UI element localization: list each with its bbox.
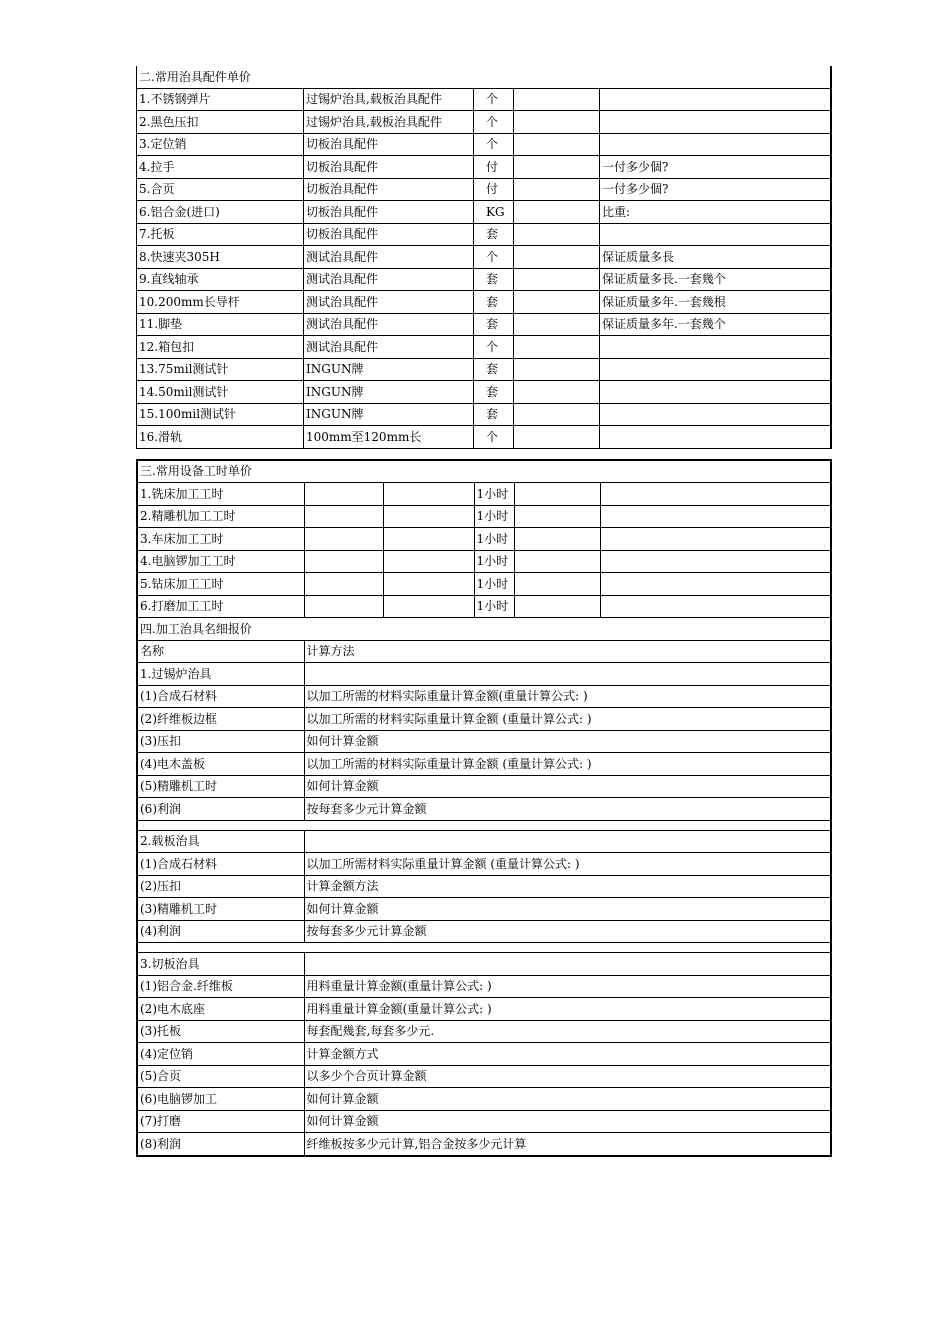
detail-row <box>137 998 831 1021</box>
detail-name: (3)托板 <box>137 1020 304 1043</box>
accessory-row <box>137 133 831 156</box>
item-usage: 切板治具配件 <box>304 223 474 246</box>
detail-name: (2)纤维板边框 <box>137 708 304 731</box>
detail-name: (5)合页 <box>137 1065 304 1088</box>
item-name: 5.合页 <box>137 178 304 201</box>
group-title-blank <box>304 830 831 853</box>
labor-note <box>600 573 831 596</box>
detail-row <box>137 685 831 708</box>
item-usage: INGUN牌 <box>304 403 474 426</box>
accessory-row <box>137 426 831 449</box>
detail-name: (8)利润 <box>137 1133 304 1156</box>
item-note <box>600 403 831 426</box>
detail-name: (7)打磨 <box>137 1110 304 1133</box>
detail-method: 以加工所需的材料实际重量计算金额 (重量计算公式: ) <box>304 753 831 776</box>
labor-price <box>514 483 600 506</box>
labor-blank-2 <box>383 573 474 596</box>
detail-name: (2)电木底座 <box>137 998 304 1021</box>
detail-row <box>137 1088 831 1111</box>
labor-unit: 1小时 <box>474 483 514 506</box>
item-usage: 测试治具配件 <box>304 246 474 269</box>
item-unit: 付 <box>474 156 514 179</box>
spacer-row <box>137 943 831 953</box>
detail-method: 如何计算金额 <box>304 898 831 921</box>
labor-name: 3.车床加工工时 <box>137 528 304 551</box>
item-price <box>514 403 600 426</box>
labor-blank-2 <box>383 505 474 528</box>
item-note: 保证质量多年.一套幾根 <box>600 291 831 314</box>
item-price <box>514 291 600 314</box>
item-note: 保证质量多長 <box>600 246 831 269</box>
item-name: 16.滑轨 <box>137 426 304 449</box>
item-note: 保证质量多年.一套幾个 <box>600 313 831 336</box>
accessory-row <box>137 178 831 201</box>
group-title: 3.切板治具 <box>137 953 304 976</box>
column-header-method: 计算方法 <box>304 640 831 663</box>
detail-name: (6)电脑锣加工 <box>137 1088 304 1111</box>
labor-price <box>514 595 600 618</box>
spacer-cell <box>137 820 831 830</box>
accessory-row <box>137 246 831 269</box>
item-note: 一付多少個? <box>600 156 831 179</box>
item-unit: 套 <box>474 381 514 404</box>
item-unit: 套 <box>474 291 514 314</box>
detail-name: (1)合成石材料 <box>137 853 304 876</box>
item-usage: 测试治具配件 <box>304 336 474 359</box>
labor-name: 2.精雕机加工工时 <box>137 505 304 528</box>
item-unit: 个 <box>474 111 514 134</box>
detail-name: (3)精雕机工时 <box>137 898 304 921</box>
labor-name: 6.打磨加工工时 <box>137 595 304 618</box>
accessory-row <box>137 403 831 426</box>
section2-title: 二.常用治具配件单价 <box>137 66 831 88</box>
labor-note <box>600 550 831 573</box>
detail-name: (1)合成石材料 <box>137 685 304 708</box>
item-price <box>514 133 600 156</box>
detail-row <box>137 875 831 898</box>
item-price <box>514 201 600 224</box>
detail-name: (2)压扣 <box>137 875 304 898</box>
labor-blank-2 <box>383 595 474 618</box>
item-price <box>514 358 600 381</box>
section4-header-row <box>137 640 831 663</box>
accessory-row <box>137 223 831 246</box>
detail-method: 计算金额方法 <box>304 875 831 898</box>
item-name: 11.脚垫 <box>137 313 304 336</box>
group-title: 1.过锡炉治具 <box>137 663 304 686</box>
item-unit: 套 <box>474 358 514 381</box>
detail-row <box>137 975 831 998</box>
item-price <box>514 223 600 246</box>
detail-name: (1)铝合金.纤维板 <box>137 975 304 998</box>
detail-name: (4)定位销 <box>137 1043 304 1066</box>
accessory-row <box>137 88 831 111</box>
labor-price <box>514 505 600 528</box>
labor-unit: 1小时 <box>474 528 514 551</box>
accessory-row <box>137 156 831 179</box>
detail-name: (4)电木盖板 <box>137 753 304 776</box>
group-title-blank <box>304 953 831 976</box>
item-name: 6.铝合金(进口) <box>137 201 304 224</box>
item-unit: 个 <box>474 336 514 359</box>
item-note: 比重: <box>600 201 831 224</box>
detail-method: 纤维板按多少元计算,铝合金按多少元计算 <box>304 1133 831 1156</box>
item-price <box>514 111 600 134</box>
labor-blank-1 <box>304 595 383 618</box>
item-name: 2.黑色压扣 <box>137 111 304 134</box>
detail-row <box>137 898 831 921</box>
detail-method: 如何计算金额 <box>304 775 831 798</box>
labor-blank-1 <box>304 550 383 573</box>
item-usage: 测试治具配件 <box>304 291 474 314</box>
labor-name: 4.电脑锣加工工时 <box>137 550 304 573</box>
item-unit: 套 <box>474 268 514 291</box>
item-usage: 过锡炉治具,载板治具配件 <box>304 111 474 134</box>
detail-method: 按每套多少元计算金额 <box>304 920 831 943</box>
section4-title-row <box>137 618 831 641</box>
detail-name: (6)利润 <box>137 798 304 821</box>
quotation-sheet <box>136 66 830 1157</box>
detail-row <box>137 1043 831 1066</box>
item-unit: 个 <box>474 133 514 156</box>
item-usage: 切板治具配件 <box>304 133 474 156</box>
item-unit: KG <box>474 201 514 224</box>
detail-row <box>137 708 831 731</box>
detail-row <box>137 920 831 943</box>
item-name: 7.托板 <box>137 223 304 246</box>
labor-price <box>514 573 600 596</box>
item-name: 10.200mm长导杆 <box>137 291 304 314</box>
labor-name: 1.铣床加工工时 <box>137 483 304 506</box>
item-name: 8.快速夹305H <box>137 246 304 269</box>
detail-method: 用料重量计算金额(重量计算公式: ) <box>304 998 831 1021</box>
labor-row <box>137 483 831 506</box>
group-title-row <box>137 953 831 976</box>
item-usage: 100mm至120mm长 <box>304 426 474 449</box>
column-header-name: 名称 <box>137 640 304 663</box>
item-name: 1.不锈钢弹片 <box>137 88 304 111</box>
detail-name: (5)精雕机工时 <box>137 775 304 798</box>
labor-row <box>137 528 831 551</box>
item-unit: 套 <box>474 403 514 426</box>
labor-row <box>137 595 831 618</box>
detail-name: (4)利润 <box>137 920 304 943</box>
item-name: 12.箱包扣 <box>137 336 304 359</box>
item-unit: 付 <box>474 178 514 201</box>
item-name: 14.50mil测试针 <box>137 381 304 404</box>
detail-row <box>137 1065 831 1088</box>
labor-price <box>514 550 600 573</box>
detail-row <box>137 1020 831 1043</box>
item-name: 15.100mil测试针 <box>137 403 304 426</box>
item-name: 9.直线轴承 <box>137 268 304 291</box>
spacer-row <box>137 820 831 830</box>
group-title: 2.载板治具 <box>137 830 304 853</box>
item-unit: 个 <box>474 246 514 269</box>
item-price <box>514 313 600 336</box>
detail-method: 以加工所需的材料实际重量计算金额 (重量计算公式: ) <box>304 708 831 731</box>
labor-blank-2 <box>383 528 474 551</box>
detail-row <box>137 730 831 753</box>
item-usage: 切板治具配件 <box>304 156 474 179</box>
detail-method: 用料重量计算金额(重量计算公式: ) <box>304 975 831 998</box>
item-usage: 过锡炉治具,载板治具配件 <box>304 88 474 111</box>
accessory-row <box>137 111 831 134</box>
section4-title: 四.加工治具名细报价 <box>137 618 831 641</box>
item-note <box>600 133 831 156</box>
accessory-price-table <box>136 66 832 449</box>
accessory-row <box>137 336 831 359</box>
spacer-cell <box>137 943 831 953</box>
item-name: 4.拉手 <box>137 156 304 179</box>
item-price <box>514 381 600 404</box>
detail-method: 如何计算金额 <box>304 730 831 753</box>
labor-unit: 1小时 <box>474 550 514 573</box>
item-price <box>514 156 600 179</box>
item-price <box>514 426 600 449</box>
labor-blank-2 <box>383 550 474 573</box>
labor-unit: 1小时 <box>474 573 514 596</box>
group-title-row <box>137 830 831 853</box>
item-price <box>514 268 600 291</box>
item-usage: 切板治具配件 <box>304 201 474 224</box>
labor-unit: 1小时 <box>474 505 514 528</box>
accessory-row <box>137 313 831 336</box>
accessory-row <box>137 201 831 224</box>
accessory-row <box>137 268 831 291</box>
labor-row <box>137 550 831 573</box>
section3-title: 三.常用设备工时单价 <box>137 460 831 483</box>
labor-price <box>514 528 600 551</box>
detail-method: 如何计算金额 <box>304 1088 831 1111</box>
item-price <box>514 88 600 111</box>
detail-method: 以加工所需的材料实际重量计算金额(重量计算公式: ) <box>304 685 831 708</box>
item-unit: 套 <box>474 313 514 336</box>
item-note <box>600 381 831 404</box>
detail-row <box>137 853 831 876</box>
item-note <box>600 223 831 246</box>
detail-method: 每套配幾套,每套多少元. <box>304 1020 831 1043</box>
labor-name: 5.钻床加工工时 <box>137 573 304 596</box>
item-note: 一付多少個? <box>600 178 831 201</box>
item-usage: 切板治具配件 <box>304 178 474 201</box>
detail-name: (3)压扣 <box>137 730 304 753</box>
item-usage: INGUN牌 <box>304 358 474 381</box>
labor-row <box>137 573 831 596</box>
item-note <box>600 88 831 111</box>
labor-note <box>600 595 831 618</box>
item-unit: 个 <box>474 88 514 111</box>
item-price <box>514 178 600 201</box>
labor-note <box>600 483 831 506</box>
labor-and-detail-table <box>136 459 832 1157</box>
detail-method: 如何计算金额 <box>304 1110 831 1133</box>
labor-note <box>600 528 831 551</box>
item-usage: 测试治具配件 <box>304 313 474 336</box>
labor-blank-2 <box>383 483 474 506</box>
item-unit: 个 <box>474 426 514 449</box>
labor-blank-1 <box>304 505 383 528</box>
labor-blank-1 <box>304 483 383 506</box>
item-note <box>600 426 831 449</box>
item-note <box>600 358 831 381</box>
item-usage: INGUN牌 <box>304 381 474 404</box>
accessory-row <box>137 381 831 404</box>
item-note: 保证质量多長.一套幾个 <box>600 268 831 291</box>
detail-row <box>137 798 831 821</box>
item-name: 3.定位销 <box>137 133 304 156</box>
group-title-blank <box>304 663 831 686</box>
detail-row <box>137 1110 831 1133</box>
item-unit: 套 <box>474 223 514 246</box>
detail-method: 以加工所需材料实际重量计算金额 (重量计算公式: ) <box>304 853 831 876</box>
labor-row <box>137 505 831 528</box>
accessory-row <box>137 358 831 381</box>
item-price <box>514 246 600 269</box>
item-note <box>600 111 831 134</box>
labor-unit: 1小时 <box>474 595 514 618</box>
detail-row <box>137 775 831 798</box>
detail-method: 以多少个合页计算金额 <box>304 1065 831 1088</box>
detail-row <box>137 1133 831 1156</box>
item-note <box>600 336 831 359</box>
item-name: 13.75mil测试针 <box>137 358 304 381</box>
labor-note <box>600 505 831 528</box>
accessory-row <box>137 291 831 314</box>
item-usage: 测试治具配件 <box>304 268 474 291</box>
labor-blank-1 <box>304 573 383 596</box>
group-title-row <box>137 663 831 686</box>
detail-method: 按每套多少元计算金额 <box>304 798 831 821</box>
detail-row <box>137 753 831 776</box>
item-price <box>514 336 600 359</box>
labor-blank-1 <box>304 528 383 551</box>
detail-method: 计算金额方式 <box>304 1043 831 1066</box>
